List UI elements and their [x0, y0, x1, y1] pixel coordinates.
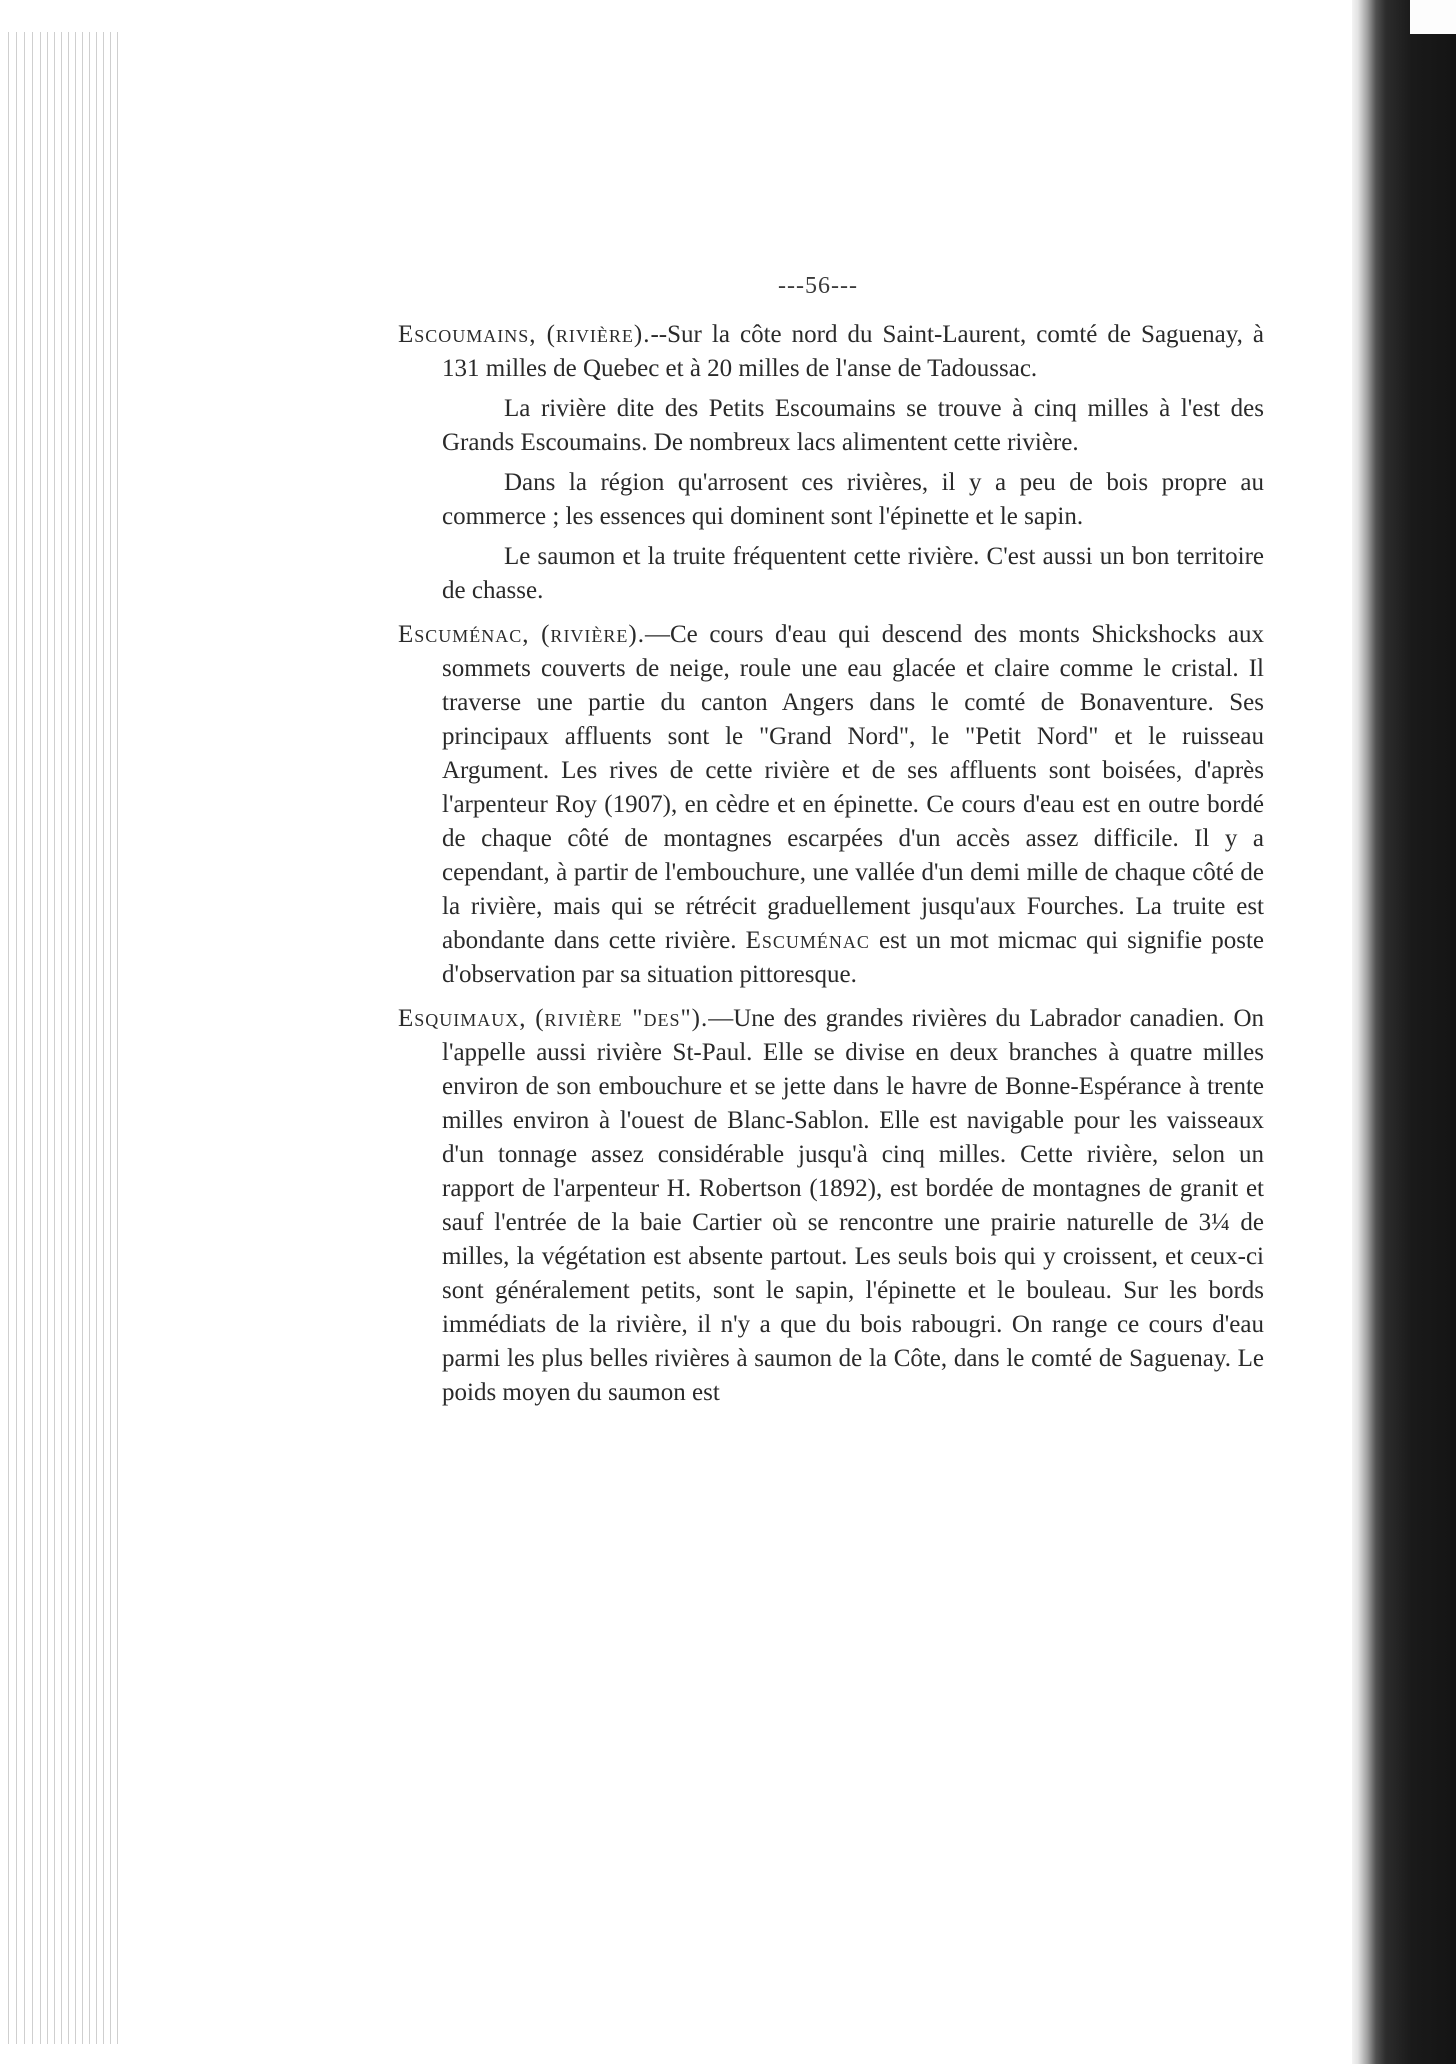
entry-esquimaux [398, 1002, 1264, 1410]
entry-text: —Une des grandes rivières du Labrador canadien. On l'appelle aussi rivière St-Paul. Elle se divise en deux branches à quatre milles environ de son embouchure et se jette dans le havre de Bonne-Espérance à trente milles environ à l'ouest de Blanc-Sablon. Elle est navigable pour les vaisseaux d'un tonnage assez considérable jusqu'à cinq milles. Cette rivière, selon un rapport de l'arpenteur H. Robertson (1892), est bordée de montagnes de granit et sauf l'entrée de la baie Cartier où se rencontre une prairie naturelle de 3¼ de milles, la végétation est absente partout. Les seuls bois qui y croissent, et ceux-ci sont généralement petits, sont le sapin, l'épinette et le bouleau. Sur les bords immédiats de la rivière, il n'y a que du bois rabougri. On range ce cours d'eau parmi les plus belles rivières à saumon de la Côte, dans le comté de Saguenay. Le poids moyen du saumon est [442, 1005, 1265, 1406]
entry-tag: (rivière "des"). [535, 1005, 709, 1032]
entry-text: --Sur la côte nord du Saint-Laurent, comté de Saguenay, à 131 milles de Quebec et à 20 milles de l'anse de Tadoussac. [442, 321, 1265, 382]
entry-text: est un mot micmac qui signifie poste d'observation par sa situation pittoresque. [442, 927, 1265, 988]
entry-paragraph: Le saumon et la truite fréquentent cette rivière. C'est aussi un bon territoire de chasse. [442, 543, 1264, 604]
entry-name: Escoumains, [398, 321, 537, 348]
entry-lead [398, 318, 1265, 386]
entry-name: Escuménac, [398, 621, 530, 648]
entry-name: Esquimaux, [398, 1005, 527, 1032]
entry-paragraph: La rivière dite des Petits Escoumains se trouve à cinq milles à l'est des Grands Escoumains. De nombreux lacs alimentent cette rivière. [442, 395, 1264, 456]
entry-paragraph: Dans la région qu'arrosent ces rivières, il y a peu de bois propre au commerce ; les essences qui dominent sont l'épinette et le sapin. [442, 469, 1264, 530]
entry-lead [398, 1002, 1265, 1410]
entry-escoumains [398, 318, 1264, 608]
book-page-edges [0, 32, 118, 2044]
entry-lead [398, 618, 1265, 992]
entry-escumenac [398, 618, 1264, 992]
scan-corner [1410, 0, 1456, 34]
entry-text: —Ce cours d'eau qui descend des monts Shickshocks aux sommets couverts de neige, roule une eau glacée et claire comme le cristal. Il traverse une partie du canton Angers dans le comté de Bonaventure. Ses principaux affluents sont le "Grand Nord", le "Petit Nord" et le ruisseau Argument. Les rives de cette rivière et de ses affluents sont boisées, d'après l'arpenteur Roy (1907), en cèdre et en épinette. Ce cours d'eau est en outre bordé de chaque côté de montagnes escarpées d'un accès assez difficile. Il y a cependant, à partir de l'embouchure, une vallée d'un demi mille de chaque côté de la rivière, mais qui se rétrécit graduellement jusqu'aux Fourches. La truite est abondante dans cette rivière. [442, 621, 1265, 954]
scan-shadow [1352, 0, 1456, 2064]
page-number: ---56--- [778, 273, 858, 299]
entry-tag: (rivière). [541, 621, 645, 648]
entry-inline-name: Escuménac [745, 927, 870, 954]
page-body [398, 318, 1264, 1420]
entry-tag: (rivière). [546, 321, 651, 348]
